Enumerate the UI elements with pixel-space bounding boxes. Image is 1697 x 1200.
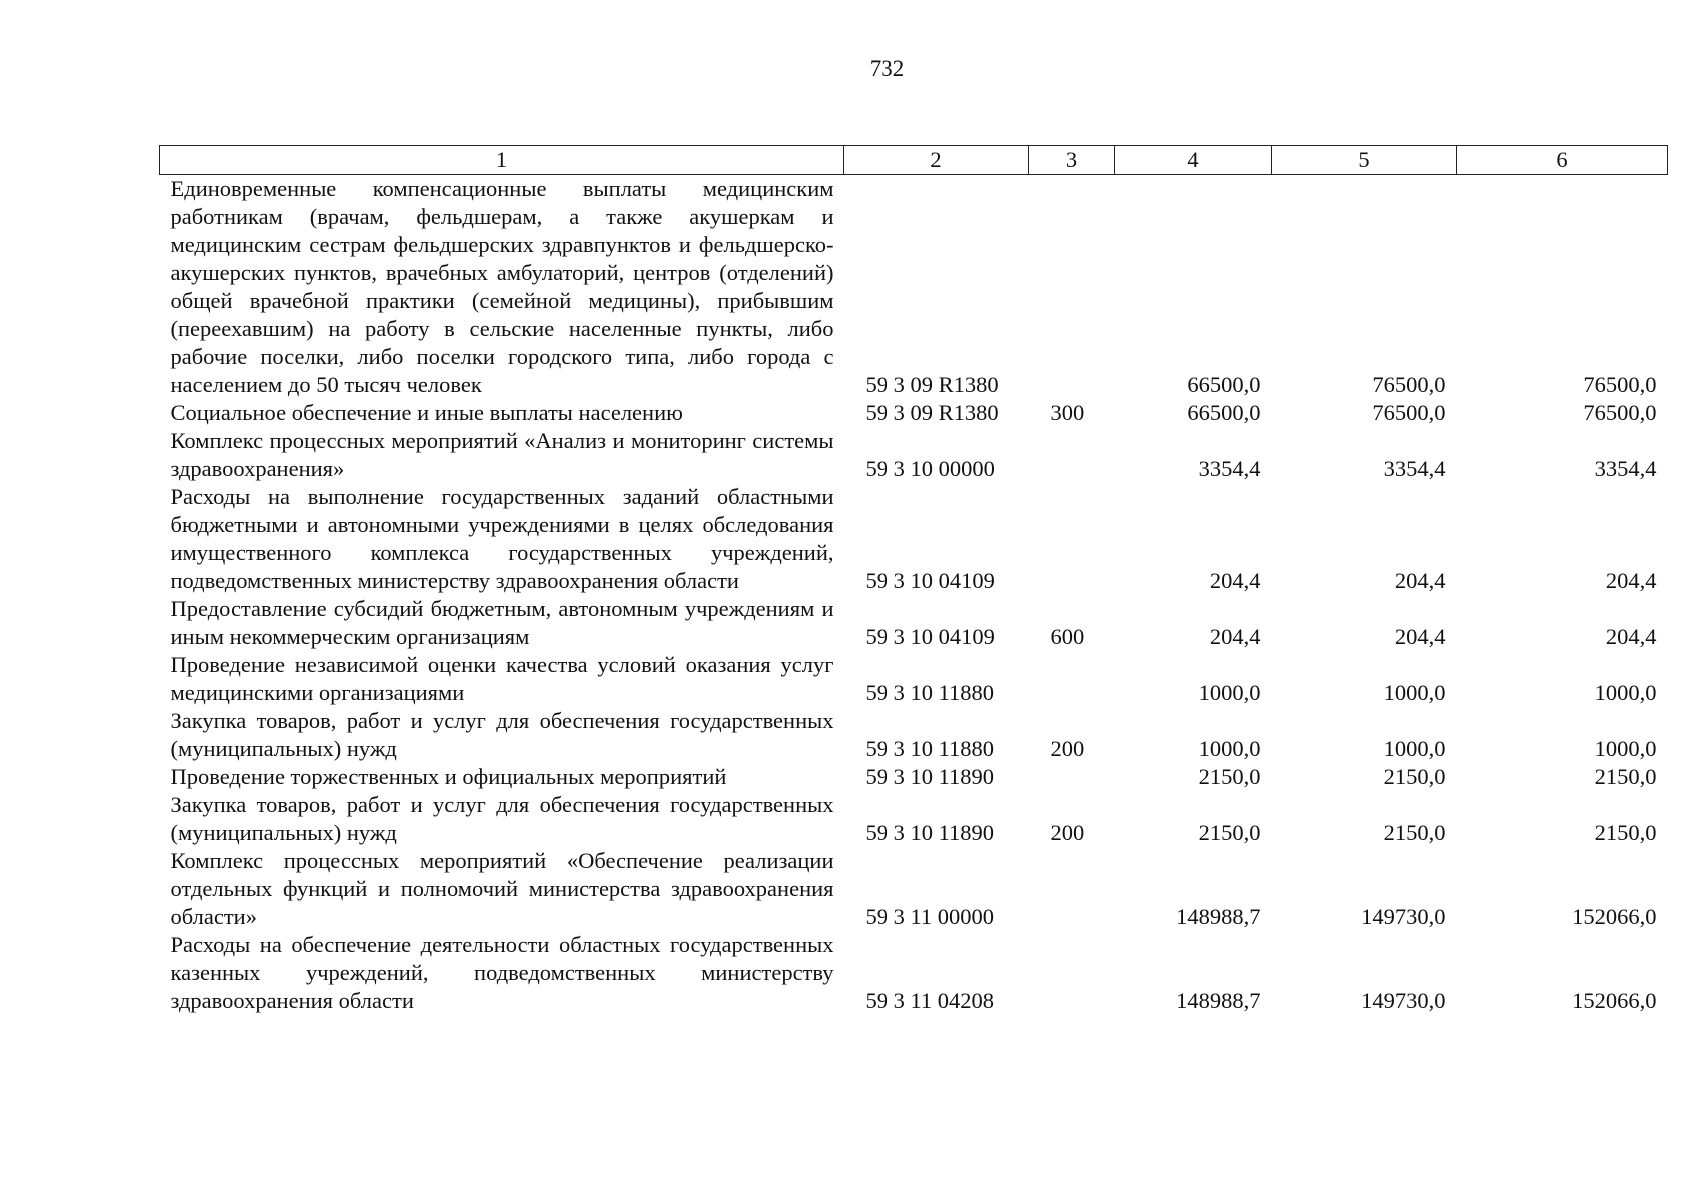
header-col-2: 2 [844, 146, 1029, 175]
row-code: 59 3 10 04109 [865, 568, 995, 593]
row-amount-col5: 204,4 [1394, 568, 1446, 593]
row-name: Расходы на выполнение государственных заданий областными бюджетными и автономными учреждениями в целях обследования имущественного комплекса государственных учреждений, подведомственных министерству здравоохранения области [170, 484, 834, 593]
row-amount-col5: 1000,0 [1383, 736, 1446, 761]
row-code: 59 3 11 04208 [865, 988, 995, 1013]
row-amount-col4: 1000,0 [1198, 680, 1261, 705]
row-amount-col6: 76500,0 [1583, 400, 1657, 425]
row-amount-col5: 149730,0 [1361, 904, 1446, 929]
row-name: Закупка товаров, работ и услуг для обеспечения государственных (муниципальных) нужд [170, 708, 834, 761]
row-amount-col6: 76500,0 [1583, 372, 1657, 397]
table-row [160, 931, 1668, 1015]
row-amount-col5: 149730,0 [1361, 988, 1446, 1013]
row-amount-col5: 3354,4 [1383, 456, 1446, 481]
table-row [160, 651, 1668, 707]
row-expense-type: 300 [1050, 400, 1085, 425]
row-code: 59 3 11 00000 [865, 904, 995, 929]
row-amount-col4: 204,4 [1209, 624, 1261, 649]
row-code: 59 3 10 04109 [865, 624, 995, 649]
row-expense-type: 600 [1050, 624, 1085, 649]
row-amount-col4: 3354,4 [1198, 456, 1261, 481]
row-name: Комплекс процессных мероприятий «Анализ и мониторинг системы здравоохранения» [170, 428, 834, 481]
row-expense-type [1029, 847, 1115, 931]
row-name: Проведение торжественных и официальных мероприятий [170, 764, 727, 789]
table-body [160, 175, 1668, 1016]
table-row [160, 707, 1668, 763]
row-code: 59 3 10 11880 [865, 736, 995, 761]
table-row [160, 483, 1668, 595]
header-col-3: 3 [1029, 146, 1115, 175]
row-amount-col6: 3354,4 [1594, 456, 1657, 481]
row-amount-col6: 2150,0 [1594, 820, 1657, 845]
row-amount-col4: 204,4 [1209, 568, 1261, 593]
row-name: Комплекс процессных мероприятий «Обеспечение реализации отдельных функций и полномочий министерства здравоохранения области» [170, 848, 834, 929]
page-number: 732 [869, 56, 905, 81]
row-amount-col4: 148988,7 [1176, 904, 1261, 929]
row-expense-type [1029, 175, 1115, 400]
row-expense-type: 200 [1050, 736, 1085, 761]
header-row [160, 146, 1668, 175]
row-code: 59 3 10 00000 [865, 456, 995, 481]
header-col-6: 6 [1457, 146, 1668, 175]
row-code: 59 3 10 11890 [865, 764, 995, 789]
row-amount-col5: 2150,0 [1383, 820, 1446, 845]
row-name: Единовременные компенсационные выплаты медицинским работникам (врачам, фельдшерам, а также акушеркам и медицинским сестрам фельдшерских здравпунктов и фельдшерско-акушерских пунктов, врачебных амбулаторий, центров (отделений) общей врачебной практики (семейной медицины), прибывшим (переехавшим) на работу в сельские населенные пункты, либо рабочие поселки, либо поселки городского типа, либо города с населением до 50 тысяч человек [170, 176, 834, 397]
table-row [160, 763, 1668, 791]
row-amount-col4: 2150,0 [1198, 820, 1261, 845]
row-expense-type [1029, 427, 1115, 483]
row-amount-col4: 66500,0 [1187, 372, 1261, 397]
row-amount-col6: 1000,0 [1594, 736, 1657, 761]
header-col-5: 5 [1272, 146, 1457, 175]
row-expense-type [1029, 483, 1115, 595]
row-code: 59 3 09 R1380 [865, 400, 999, 425]
row-amount-col4: 1000,0 [1198, 736, 1261, 761]
row-amount-col6: 2150,0 [1594, 764, 1657, 789]
row-name: Закупка товаров, работ и услуг для обеспечения государственных (муниципальных) нужд [170, 792, 834, 845]
budget-table [159, 145, 1668, 1015]
row-name: Социальное обеспечение и иные выплаты населению [170, 400, 683, 425]
row-amount-col6: 152066,0 [1572, 904, 1657, 929]
row-amount-col5: 2150,0 [1383, 764, 1446, 789]
row-amount-col5: 1000,0 [1383, 680, 1446, 705]
table-row [160, 175, 1668, 400]
row-expense-type [1029, 763, 1115, 791]
table-row [160, 399, 1668, 427]
row-amount-col5: 76500,0 [1372, 400, 1446, 425]
row-amount-col4: 2150,0 [1198, 764, 1261, 789]
table-header [160, 146, 1668, 175]
row-expense-type: 200 [1050, 820, 1085, 845]
row-amount-col5: 204,4 [1394, 624, 1446, 649]
row-amount-col4: 148988,7 [1176, 988, 1261, 1013]
table-row [160, 847, 1668, 931]
row-expense-type [1029, 651, 1115, 707]
row-code: 59 3 09 R1380 [865, 372, 999, 397]
header-col-1: 1 [160, 146, 844, 175]
row-amount-col6: 204,4 [1605, 624, 1657, 649]
header-col-4: 4 [1115, 146, 1272, 175]
row-amount-col6: 1000,0 [1594, 680, 1657, 705]
row-amount-col4: 66500,0 [1187, 400, 1261, 425]
table-row [160, 595, 1668, 651]
table-row [160, 791, 1668, 847]
row-name: Предоставление субсидий бюджетным, автономным учреждениям и иным некоммерческим организациям [170, 596, 834, 649]
row-code: 59 3 10 11880 [865, 680, 995, 705]
row-code: 59 3 10 11890 [865, 820, 995, 845]
row-name: Расходы на обеспечение деятельности областных государственных казенных учреждений, подведомственных министерству здравоохранения области [170, 932, 834, 1013]
row-expense-type [1029, 931, 1115, 1015]
row-amount-col6: 152066,0 [1572, 988, 1657, 1013]
table-row [160, 427, 1668, 483]
row-amount-col6: 204,4 [1605, 568, 1657, 593]
row-amount-col5: 76500,0 [1372, 372, 1446, 397]
row-name: Проведение независимой оценки качества условий оказания услуг медицинскими организациями [170, 652, 834, 705]
